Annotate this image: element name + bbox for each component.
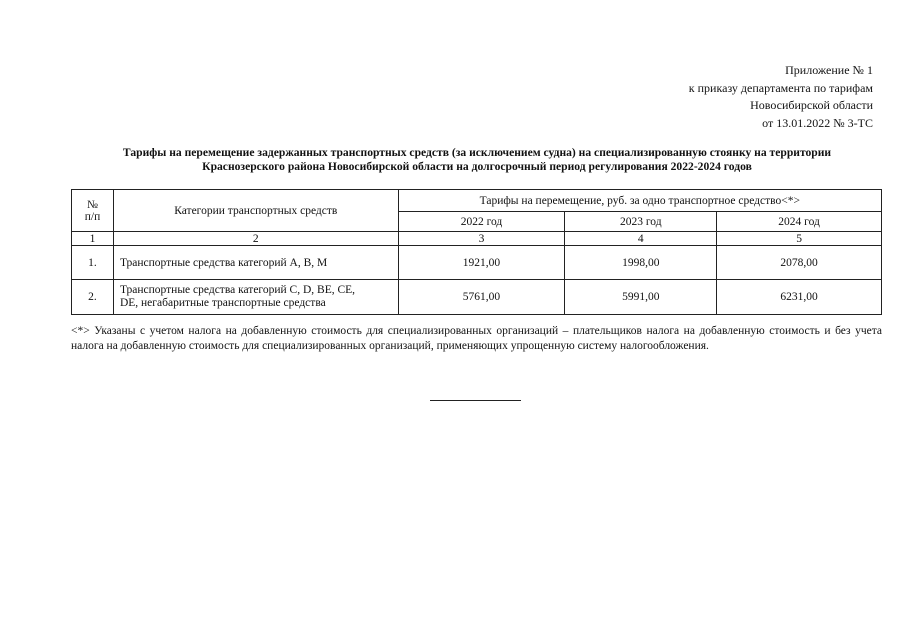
appendix-line: Приложение № 1 [785, 63, 873, 77]
column-number: 5 [717, 232, 882, 246]
header-year: 2022 год [398, 212, 565, 232]
row-category [113, 280, 398, 315]
column-number: 3 [398, 232, 565, 246]
header-num-line: п/п [84, 210, 101, 223]
row-value: 1998,00 [565, 246, 717, 280]
header-num-line: № [86, 198, 98, 211]
table-row [72, 246, 882, 280]
table-row [72, 280, 882, 315]
header-tariffs: Тарифы на перемещение, руб. за одно транспортное средство<*> [398, 190, 881, 212]
row-value: 6231,00 [717, 280, 882, 315]
title-line: Краснозерского района Новосибирской области на долгосрочный период регулирования 2022-2024 годов [202, 160, 752, 173]
column-numbers-row [72, 232, 882, 246]
row-value: 5991,00 [565, 280, 717, 315]
row-category-line: Транспортные средства категорий C, D, BE, CE, [119, 284, 356, 296]
row-value: 1921,00 [398, 246, 565, 280]
row-number: 2. [72, 280, 114, 315]
row-number: 1. [72, 246, 114, 280]
column-number: 4 [565, 232, 717, 246]
row-category [113, 246, 398, 280]
row-value: 5761,00 [398, 280, 565, 315]
header-num [72, 190, 114, 232]
separator-line [430, 400, 521, 401]
appendix-line: Новосибирской области [750, 98, 873, 112]
header-category: Категории транспортных средств [113, 190, 398, 232]
row-category-line: Транспортные средства категорий A, B, M [119, 256, 328, 269]
tariffs-table [71, 189, 882, 315]
column-number: 1 [72, 232, 114, 246]
appendix-line: к приказу департамента по тарифам [688, 80, 873, 95]
appendix-line: от 13.01.2022 № 3-ТС [762, 115, 873, 130]
table-header-row [72, 190, 882, 212]
footnote: <*> Указаны с учетом налога на добавленную стоимость для специализированных организаций – плательщиков налога на добавленную стоимость и без учета налога на добавленную стоимость для специализированных организаций, применяющих упрощенную систему налогообложения. [71, 325, 882, 352]
document-title [62, 146, 892, 174]
title-line: Тарифы на перемещение задержанных транспортных средств (за исключением судна) на специализированную стоянку на территории [122, 146, 832, 159]
row-category-line: DE, негабаритные транспортные средства [119, 297, 326, 309]
column-number: 2 [113, 232, 398, 246]
row-value: 2078,00 [717, 246, 882, 280]
header-year: 2024 год [717, 212, 882, 232]
header-year: 2023 год [565, 212, 717, 232]
appendix-block [573, 62, 873, 132]
